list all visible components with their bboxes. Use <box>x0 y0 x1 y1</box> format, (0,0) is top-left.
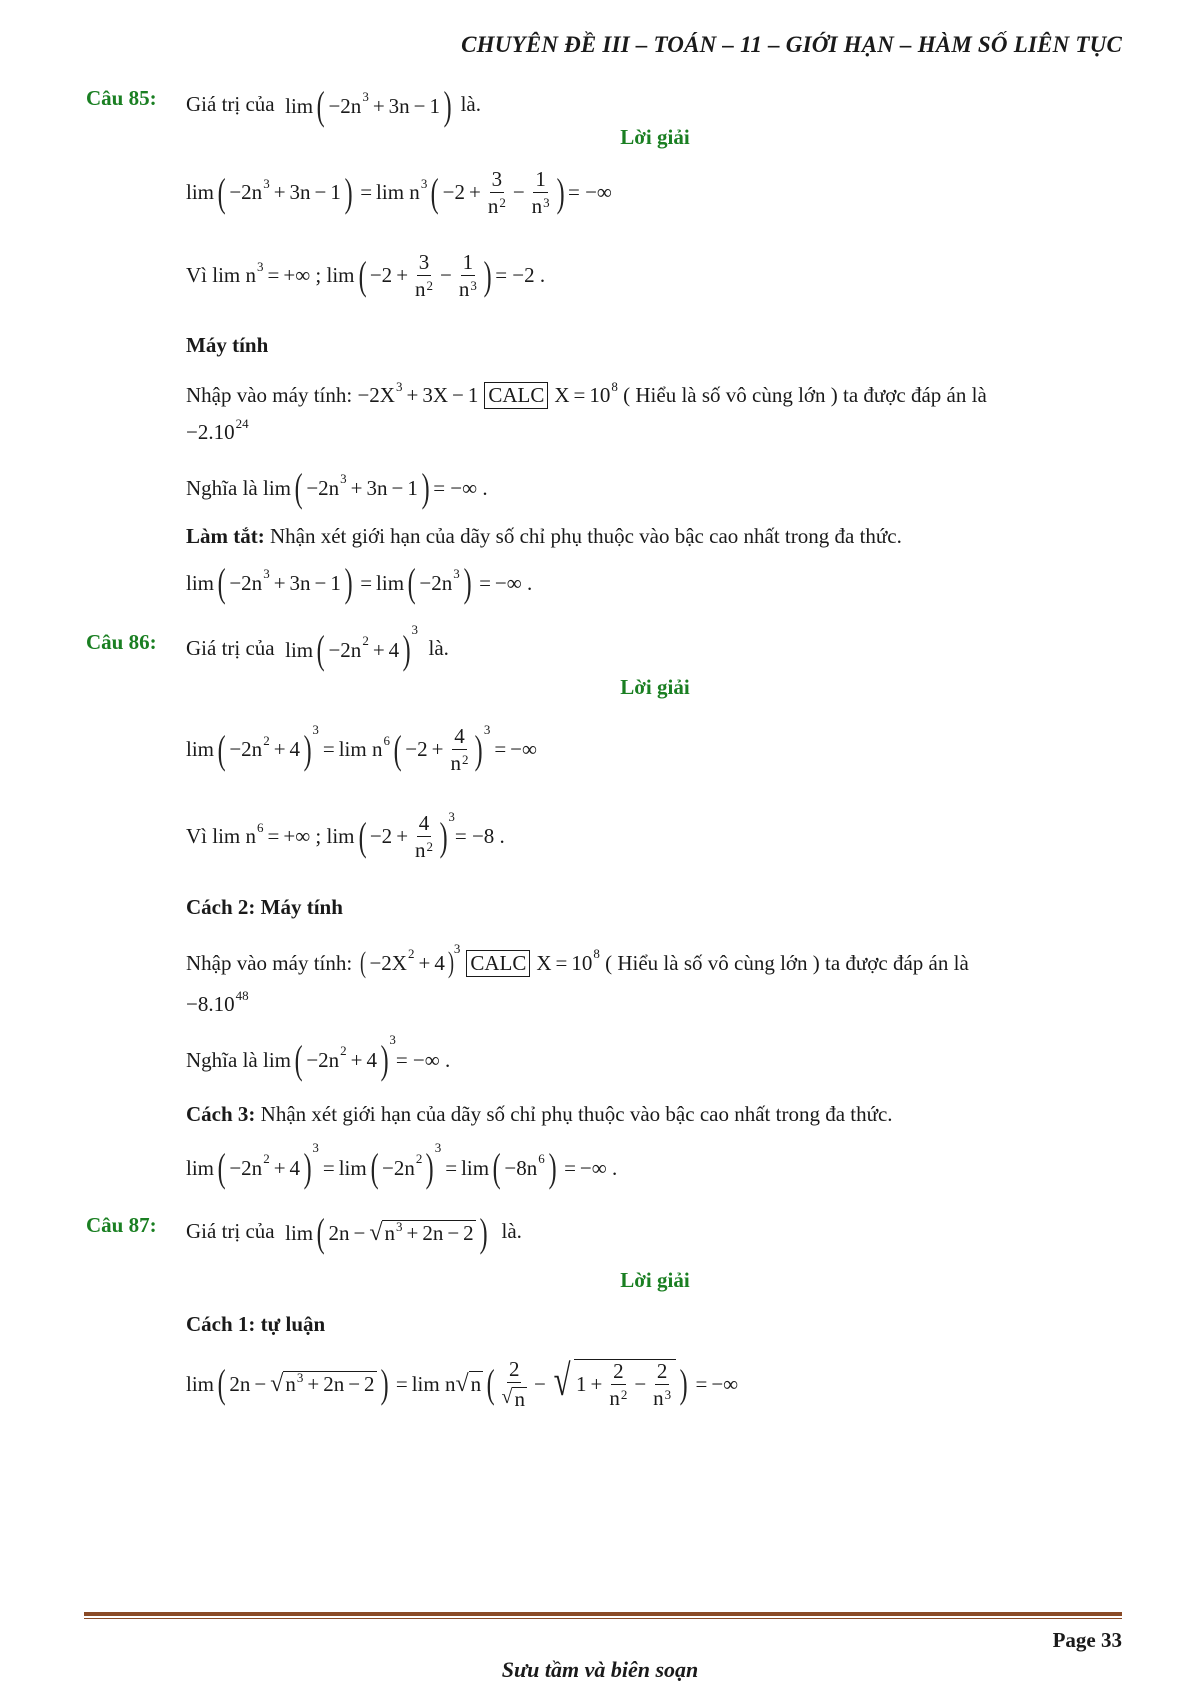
solution-heading: Lời giải <box>620 125 690 149</box>
math-expression: Nghĩa là lim ( −2n 3 + 3n − 1 ) = −∞ . <box>186 465 488 510</box>
calc-key-label: CALC <box>484 382 548 409</box>
math-expression: lim ( −2n 3 + 3n − 1 ) = lim ( −2n 3 ) = −∞ . <box>186 560 533 605</box>
math-expression: lim ( −2n 2 + 4 ) 3 = lim n 6 ( −2 + $\frac{4}{n^2}$ ) 3 = −∞ <box>186 721 537 776</box>
page-number: Page 33 <box>1052 1628 1122 1652</box>
solution-heading: Lời giải <box>620 1268 690 1292</box>
la-text: là. <box>428 635 449 660</box>
question-label: Câu 85: <box>86 86 157 110</box>
calc-key-label: CALC <box>466 950 530 977</box>
nhan-xet-text: Nhận xét giới hạn của dãy số chỉ phụ thuộc vào bậc cao nhất trong đa thức. <box>260 1102 893 1126</box>
cach3-label: Cách 3: <box>186 1102 256 1126</box>
nhap-text: Nhập vào máy tính: <box>186 383 353 407</box>
question-text <box>186 1210 522 1255</box>
math-expression: lim ( −2n 2 + 4 ) 3 = lim ( −2n 2 ) 3 = lim ( −8n 6 ) = −∞ . <box>186 1140 618 1190</box>
nhan-xet-text: Nhận xét giới hạn của dãy số chỉ phụ thuộc vào bậc cao nhất trong đa thức. <box>269 524 902 548</box>
nghia-result: = −∞ . <box>395 1047 451 1072</box>
intro-text: Giá trị của <box>186 91 275 116</box>
page-header-title: CHUYÊN ĐỀ III – TOÁN – 11 – GIỚI HẠN – HÀM SỐ LIÊN TỤC <box>461 32 1122 57</box>
heading-text: Máy tính <box>186 333 269 357</box>
intro-text: Giá trị của <box>186 635 275 660</box>
footer-credit: Sưu tầm và biên soạn <box>501 1657 699 1682</box>
math-expression: −2.10 24 <box>186 415 249 444</box>
footer-rule-thick <box>84 1612 1122 1616</box>
solution-heading: Lời giải <box>620 675 690 699</box>
nghia-text: Nghĩa là <box>186 1047 258 1072</box>
la-text: là. <box>501 1218 522 1243</box>
math-expression: Vì lim n 6 = +∞ ; lim ( −2 + $\frac{4}{n^2}$ ) 3 = −8 . <box>186 808 505 863</box>
math-expression: lim ( 2n − √ $n^3 + 2n - 2$ ) = lim n √ n ( 2 √ n − √ 1 + $\frac{2}{n^2}$ − $\frac{2}{n^3}$ ) = −∞ <box>186 1356 739 1412</box>
question-text <box>186 622 449 672</box>
math-expression: Nghĩa là lim ( −2n 2 + 4 ) 3 = −∞ . <box>186 1032 451 1082</box>
nhap-text: Nhập vào máy tính: <box>186 950 353 975</box>
hieu-text: ( Hiểu là số vô cùng lớn ) ta được đáp án là <box>605 950 969 975</box>
math-expression: lim ( −2n 3 + 3n − 1 ) <box>279 83 452 128</box>
vi-text: Vì <box>186 263 207 288</box>
nghia-text: Nghĩa là <box>186 475 258 500</box>
math-expression: −8.10 48 <box>186 987 249 1016</box>
heading-text: Cách 2: Máy tính <box>186 895 343 919</box>
calc-line: Nhập vào máy tính: ( −2X 2 + 4 ) 3 CALC X = 10 8 ( Hiểu là số vô cùng lớn ) ta được đáp án là <box>186 941 969 979</box>
question-label: Câu 86: <box>86 630 157 654</box>
math-expression: lim ( 2n − √ $n^3 + 2n - 2$ ) <box>279 1210 488 1255</box>
math-expression: Vì lim n 3 = +∞ ; lim ( −2 + $\frac{3}{n^2}$ − $\frac{1}{n^3}$ ) = −2 . <box>186 250 546 302</box>
math-expression: lim ( −2n 3 + 3n − 1 ) = lim n 3 ( −2 + $\frac{3}{n^2}$ − $\frac{1}{n^3}$ ) = −∞ <box>186 167 612 219</box>
footer-rule-thin <box>84 1618 1122 1619</box>
lam-tat-label: Làm tắt: <box>186 524 265 548</box>
vi-result: = −8 . <box>454 824 505 849</box>
vi-result: = −2 . <box>495 263 546 288</box>
lam-tat-line <box>186 524 902 549</box>
heading-text: Cách 1: tự luận <box>186 1312 326 1336</box>
cach3-line <box>186 1102 893 1127</box>
la-text: là. <box>460 91 481 116</box>
vi-text: Vì <box>186 824 207 849</box>
nghia-result: = −∞ . <box>433 475 488 500</box>
question-text <box>186 83 481 128</box>
hieu-text: ( Hiểu là số vô cùng lớn ) ta được đáp án là <box>623 383 987 407</box>
calc-line: Nhập vào máy tính: −2X 3 + 3X − 1 CALC X = 10 8 ( Hiểu là số vô cùng lớn ) ta được đáp án là <box>186 378 987 407</box>
question-label: Câu 87: <box>86 1213 157 1237</box>
intro-text: Giá trị của <box>186 1218 275 1243</box>
step-result: = −∞ <box>568 180 612 205</box>
math-expression: lim ( −2n 2 + 4 ) 3 <box>279 622 418 672</box>
